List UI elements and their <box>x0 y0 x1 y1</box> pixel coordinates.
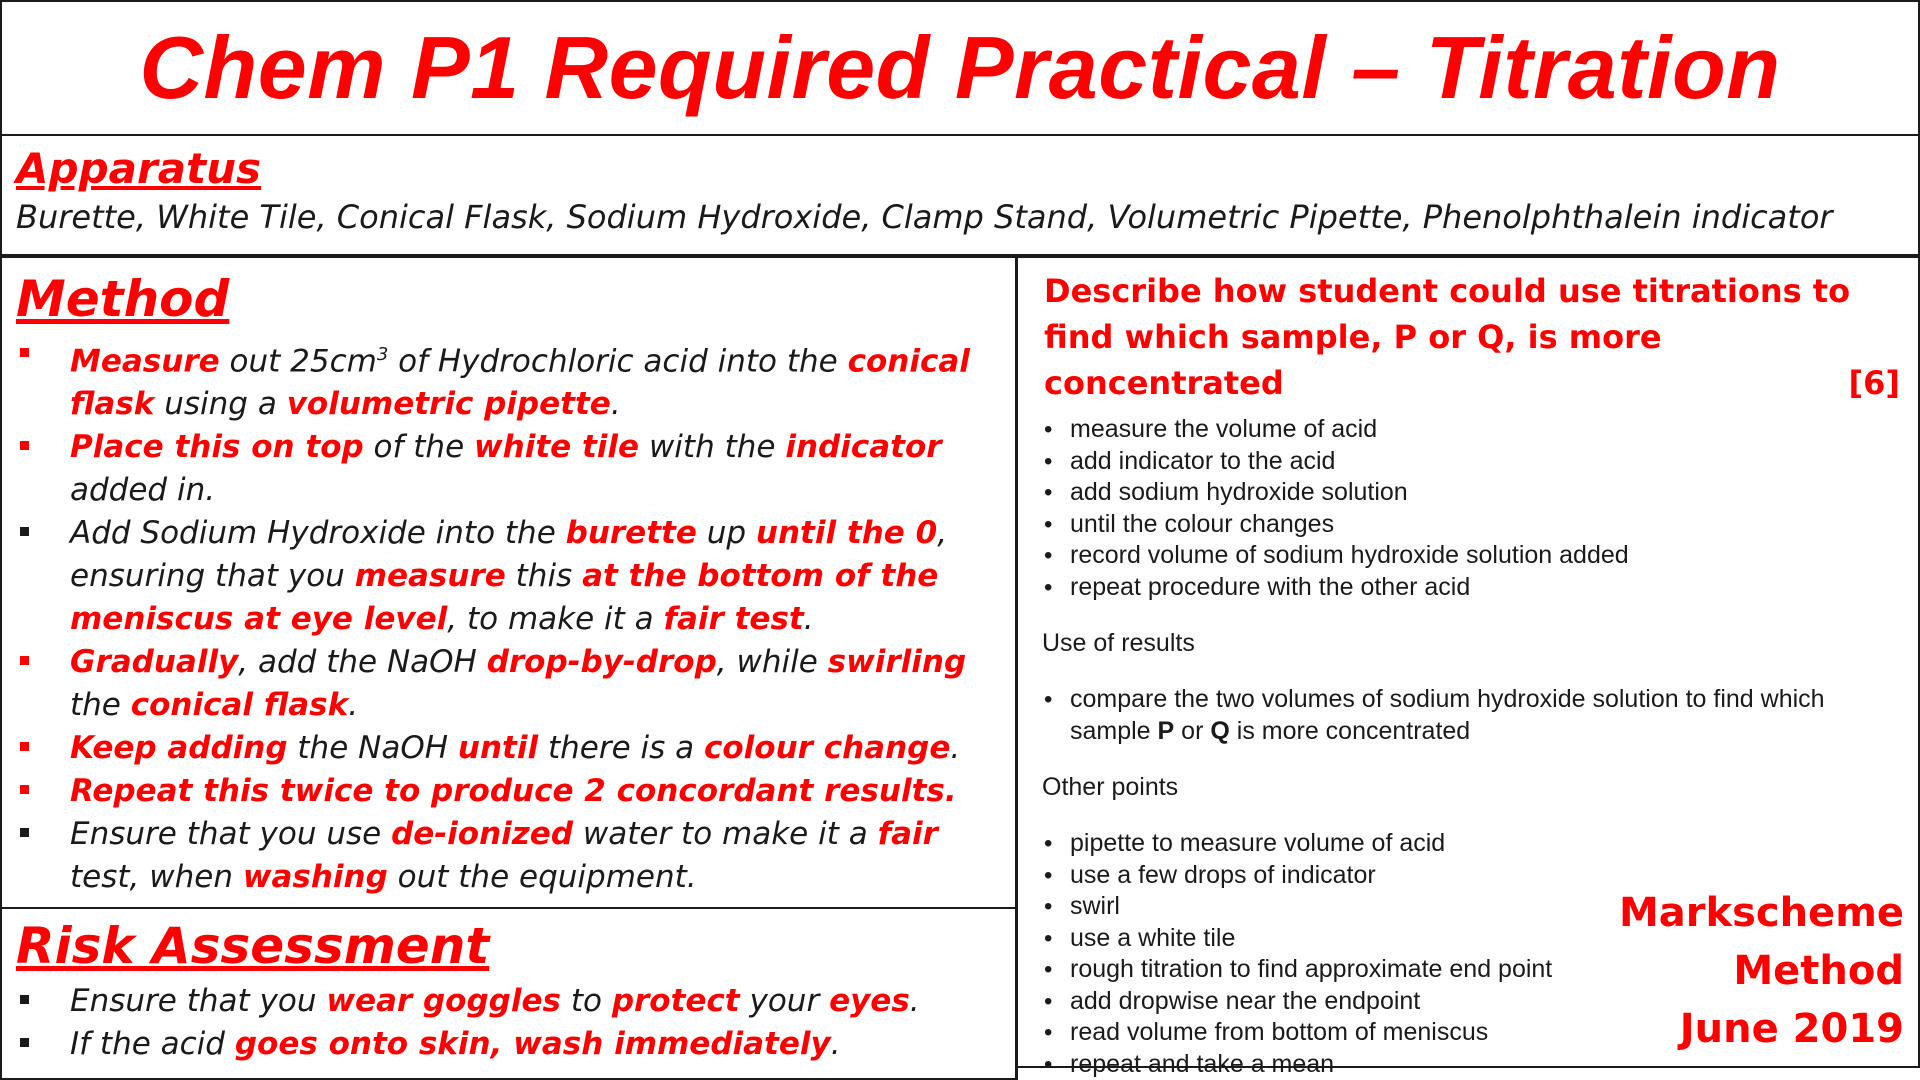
text-fragment: Ensure that you <box>70 983 327 1019</box>
method-heading: Method <box>16 270 230 328</box>
markscheme-point: • add indicator to the acid <box>1042 446 1904 478</box>
risk-heading: Risk Assessment <box>16 917 490 975</box>
method-step <box>16 426 1001 512</box>
highlight-text: Measure <box>70 343 220 380</box>
highlight-text: de-ionized <box>391 816 574 853</box>
square-bullet-icon <box>20 656 29 665</box>
markscheme-point: • pipette to measure volume of acid <box>1042 828 1904 860</box>
square-bullet-icon <box>20 527 29 536</box>
risk-item <box>16 980 1001 1023</box>
text-fragment: the NaOH <box>287 730 458 767</box>
square-bullet-icon <box>20 828 29 837</box>
highlight-text: measure <box>354 558 506 595</box>
markscheme-point: • record volume of sodium hydroxide solution added <box>1042 540 1904 572</box>
text-fragment: , add the NaOH <box>238 644 487 681</box>
text-fragment: with the <box>639 429 786 466</box>
text-fragment: If the acid <box>70 1026 235 1062</box>
markscheme-point: • rough titration to find approximate end point <box>1042 954 1904 986</box>
text-fragment: using a <box>154 386 287 423</box>
markscheme-point: • use a white tile <box>1042 923 1904 955</box>
highlight-text: at the bottom of the meniscus at eye level <box>70 558 939 638</box>
highlight-text: wear goggles <box>326 983 561 1019</box>
text-fragment: added in. <box>70 472 216 509</box>
text-fragment: . <box>803 601 814 638</box>
highlight-text: goes onto skin, wash immediately <box>234 1026 831 1062</box>
question-marks: [6] <box>1848 364 1900 402</box>
square-bullet-icon <box>20 742 29 751</box>
apparatus-section <box>0 134 1920 258</box>
text-fragment: . <box>830 1026 841 1062</box>
markscheme-label <box>1619 884 1904 1058</box>
text-fragment: there is a <box>538 730 704 767</box>
sample-label: P <box>1157 716 1175 745</box>
exam-question <box>1044 268 1904 406</box>
square-bullet-icon <box>20 1038 29 1047</box>
text-fragment: . <box>610 386 621 423</box>
method-section <box>0 256 1018 909</box>
method-step <box>16 641 1001 727</box>
text-fragment: , while <box>716 644 828 681</box>
text-fragment: is more concentrated <box>1229 716 1471 745</box>
highlight-text: until <box>457 730 539 767</box>
method-step <box>16 727 1001 770</box>
label-line: Markscheme <box>1618 890 1904 936</box>
method-step <box>16 333 1001 426</box>
text-fragment: this <box>505 558 583 595</box>
highlight-text: burette <box>565 515 697 552</box>
highlight-text: drop-by-drop <box>486 644 717 681</box>
text-fragment: of the <box>363 429 475 466</box>
highlight-text: conical flask <box>70 343 970 423</box>
method-step <box>16 813 1001 899</box>
highlight-text: white tile <box>474 429 640 466</box>
markscheme-point: • use a few drops of indicator <box>1042 860 1904 892</box>
text-fragment: water to make it a <box>573 816 878 853</box>
risk-item <box>16 1023 1001 1066</box>
markscheme-point: • until the colour changes <box>1042 509 1904 541</box>
apparatus-heading: Apparatus <box>16 144 262 193</box>
highlight-text: conical flask <box>130 687 349 724</box>
results-heading: Use of results <box>1042 629 1195 657</box>
text-fragment: compare the two volumes of sodium hydroxide solution to find which sample <box>1070 685 1825 745</box>
highlight-text: volumetric pipette <box>286 386 611 423</box>
markscheme-point: • repeat procedure with the other acid <box>1042 572 1904 604</box>
square-bullet-icon <box>20 441 29 450</box>
text-fragment: test, when <box>70 859 243 896</box>
highlight-text: until the 0 <box>755 515 938 552</box>
label-line: June 2019 <box>1679 1006 1904 1052</box>
apparatus-list: Burette, White Tile, Conical Flask, Sodium Hydroxide, Clamp Stand, Volumetric Pipette, Phenolphthalein indicator <box>16 198 1833 237</box>
square-bullet-icon <box>20 348 29 357</box>
square-bullet-icon <box>20 785 29 794</box>
markscheme-point: • repeat and take a mean <box>1042 1049 1904 1080</box>
highlight-text: Keep adding <box>70 730 288 767</box>
text-fragment: the <box>70 687 131 724</box>
highlight-text: fair <box>877 816 938 853</box>
page-title: Chem P1 Required Practical – Titration <box>139 18 1781 117</box>
highlight-text: colour change <box>703 730 951 767</box>
text-fragment: up <box>696 515 756 552</box>
markscheme-points <box>1032 414 1904 603</box>
text-fragment: your <box>739 983 830 1019</box>
highlight-text: Gradually <box>70 644 239 681</box>
square-bullet-icon <box>20 995 29 1004</box>
text-fragment: to <box>560 983 612 1019</box>
highlight-text: washing <box>242 859 388 896</box>
risk-items <box>16 980 1001 1066</box>
markscheme-point: • read volume from bottom of meniscus <box>1042 1017 1904 1049</box>
text-fragment: Ensure that you use <box>70 816 392 853</box>
highlight-text: indicator <box>785 429 942 466</box>
results-points <box>1032 684 1904 747</box>
markscheme-section <box>1016 256 1920 1078</box>
highlight-text: swirling <box>827 644 967 681</box>
highlight-text: eyes <box>829 983 910 1019</box>
markscheme-point: • add sodium hydroxide solution <box>1042 477 1904 509</box>
markscheme-point: • swirl <box>1042 891 1904 923</box>
text-fragment: . <box>348 687 359 724</box>
method-steps <box>16 333 1001 899</box>
highlight-text: fair test <box>663 601 804 638</box>
text-fragment: , ensuring that you <box>70 515 948 595</box>
text-fragment: Add Sodium Hydroxide into the <box>70 515 566 552</box>
text-fragment: . <box>950 730 961 767</box>
highlight-text: Place this on top <box>70 429 364 466</box>
highlight-text: Repeat this twice to produce 2 concordant results. <box>70 773 957 810</box>
markscheme-point: • measure the volume of acid <box>1042 414 1904 446</box>
text-fragment: out the equipment. <box>387 859 697 896</box>
results-point <box>1042 684 1904 747</box>
text-fragment: out 25cm <box>219 343 377 380</box>
highlight-text: protect <box>611 983 740 1019</box>
text-fragment: . <box>909 983 920 1019</box>
label-line: Method <box>1733 948 1904 994</box>
markscheme-point: • add dropwise near the endpoint <box>1042 986 1904 1018</box>
text-fragment: 3 <box>376 344 389 365</box>
other-heading: Other points <box>1042 773 1179 801</box>
text-fragment: or <box>1174 716 1211 745</box>
sample-label: Q <box>1210 716 1230 745</box>
text-fragment: , to make it a <box>447 601 664 638</box>
text-fragment: of Hydrochloric acid into the <box>388 343 848 380</box>
question-text: Describe how student could use titrations to find which sample, P or Q, is more concentrated <box>1044 272 1851 402</box>
method-step <box>16 512 1001 641</box>
risk-section <box>0 907 1018 1080</box>
method-step <box>16 770 1001 813</box>
title-banner <box>0 0 1920 136</box>
